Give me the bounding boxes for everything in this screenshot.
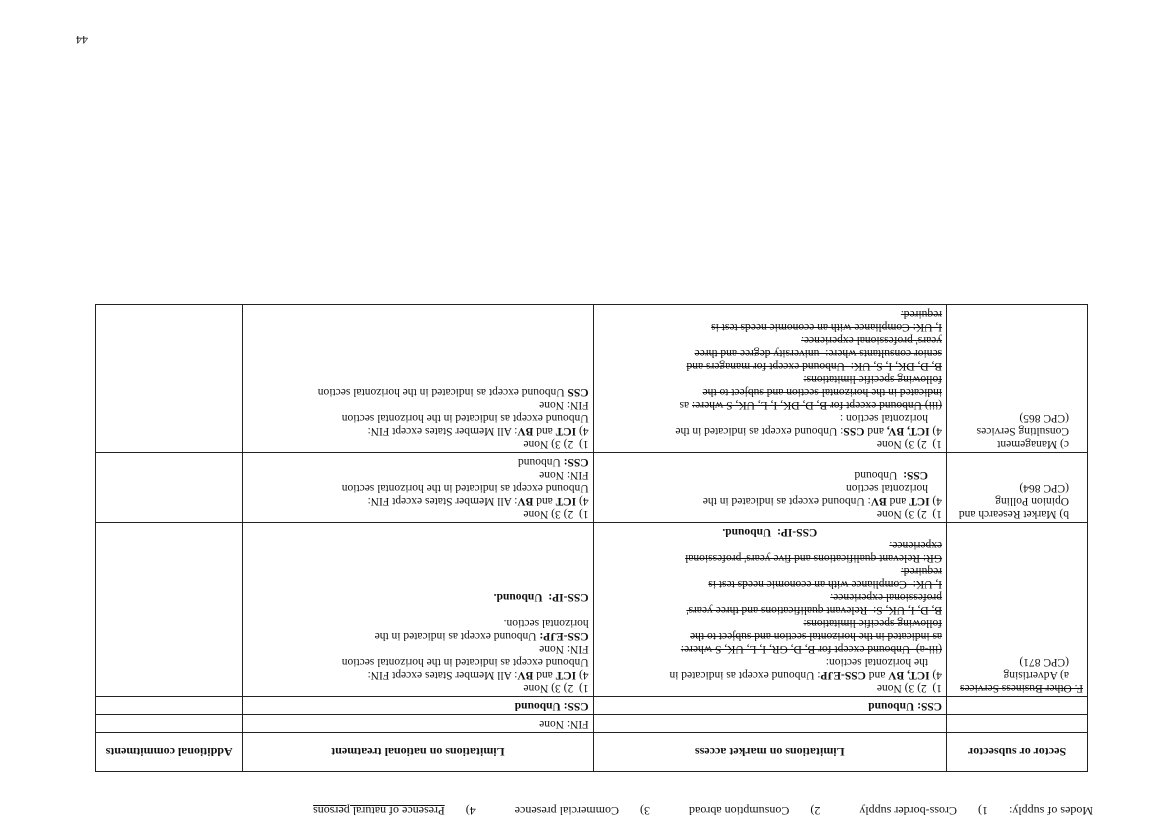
market-access-advertising: 1) 2) 3) None 4) ICT, BV and CSS-EJP: Unbound except as indicated in the horizontal section: (iii-a) Unbound except for B, D, GR, I, L, UK, S where: as indicated in the horizontal section and subject to the following specific limitations: B, D, I, UK, S: Relevant qualifications and three years' professional experience. I, UK: Compliance with an economic needs test is required. GR: Relevant qualifications and five years' professional experience. CSS-IP: Unbound. [593,523,946,697]
section-f-title: F. Other Business Services [959,682,1083,694]
mode-1: 1) Cross-border supply [859,804,988,818]
sector-advertising: F. Other Business Services a) Advertising (CPC 871) [947,523,1088,697]
mode-2: 2) Consumption abroad [689,804,821,818]
table-row-advertising [96,523,1088,697]
table-header-row [96,733,1088,772]
modes-of-supply [93,803,1093,818]
national-treatment-advertising: 1) 2) 3) None 4) ICT and BV: All Member States except FIN: Unbound except as indicated in the horizontal section FIN: None CSS-EJP: Unbound except as indicated in the horizontal section. CSS-IP: Unbound. [243,523,593,697]
table-row [96,697,1088,715]
market-access-management: 1) 2) 3) None 4) ICT, BV, and CSS: Unbound except as indicated in the horizontal section : (iii) Unbound except for B, D, DK, I, L, UK, S where: as indicated in the horizontal section and subject to the following specific limitations: B, D, DK, I, S, UK: Unbound except for managers and senior consultants where: university degree and three years' professional experience. I, UK: Compliance with an economic needs test is required. [593,305,946,453]
table-row-market-research [96,453,1088,523]
header-sector: Sector or subsector [947,733,1088,772]
modes-label: Modes of supply: [1009,804,1093,818]
carry-ma-2: CSS: Unbound [593,697,946,715]
mode-3: 3) Commercial presence [514,804,650,818]
national-treatment-management: 1) 2) 3) None 4) ICT and BV: All Member States except FIN: Unbound except as indicated in the horizontal section FIN: None CSS Unbound except as indicated in the horizontal section [243,305,593,453]
header-market-access: Limitations on market access [593,733,946,772]
market-access-market-research: 1) 2) 3) None 4) ICT and BV: Unbound except as indicated in the horizontal section CSS: Unbound [593,453,946,523]
table-row-management [96,305,1088,453]
sector-market-research: b) Market Research and Opinion Polling (CPC 864) [947,453,1088,523]
header-national-treatment: Limitations on national treatment [243,733,593,772]
header-additional: Additional commitments [96,733,243,772]
national-treatment-market-research: 1) 2) 3) None 4) ICT and BV: All Member States except FIN: Unbound except as indicated in the horizontal section FIN: None CSS: Unbound [243,453,593,523]
carry-nt-2: CSS: Unbound [243,697,593,715]
page-number: 44 [76,33,88,47]
carry-nt-1: FIN: None [243,715,593,733]
table-row [96,715,1088,733]
mode-4: 4) Presence of natural persons [313,804,476,818]
commitments-table [95,304,1088,772]
sector-management: c) Management Consulting Services (CPC 865) [947,305,1088,453]
